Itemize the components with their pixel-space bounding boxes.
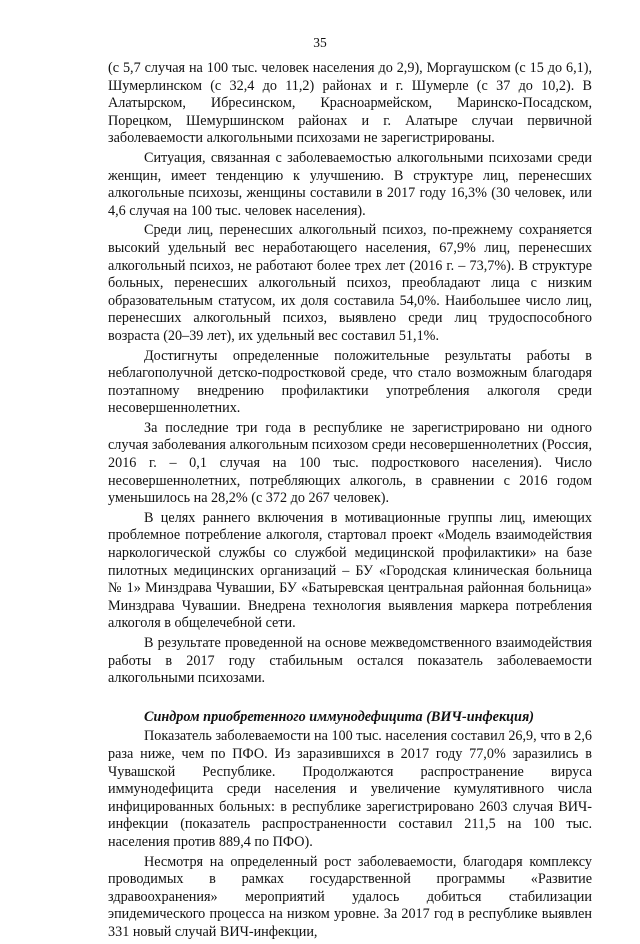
paragraph: В целях раннего включения в мотивационные группы лиц, имеющих проблемное потребление алкоголя, стартовал проект «Модель взаимодействия наркологической службы со службой медицинской профилактики» на базе пилотных медицинских организаций – БУ «Городская клиническая больница № 1» Минздрава Чувашии, БУ «Батыревская центральная районная больница» Минздрава Чувашии. Внедрена технология выявления маркера потребления алкоголя в общелечебной сети. — [108, 509, 592, 632]
paragraph: Среди лиц, перенесших алкогольный психоз, по-прежнему сохраняется высокий удельный вес неработающего населения, 67,9% лиц, перенесших алкогольный психоз, не работают более трех лет (2016 г. – 73,7%). В структуре больных, перенесших алкогольный психоз, преобладают лица с низким образовательным статусом, их доля составила 54,0%. Наибольшее число лиц, перенесших алкогольный психоз, выявлено среди лиц трудоспособного возраста (20–39 лет), их удельный вес составил 51,1%. — [108, 222, 592, 344]
paragraph: Достигнуты определенные положительные результаты работы в неблагополучной детско-подростковой среде, что стало возможным благодаря поэтапному внедрению профилактики употребления алкоголя среди несовершеннолетних. — [108, 347, 592, 417]
paragraph: Ситуация, связанная с заболеваемостью алкогольными психозами среди женщин, имеет тенденцию к улучшению. В структуре лиц, перенесших алкогольные психозы, женщины составили в 2017 году 16,3% (30 человек, или 4,6 случая на 100 тыс. человек населения). — [108, 149, 592, 219]
paragraph: Показатель заболеваемости на 100 тыс. населения составил 26,9, что в 2,6 раза ниже, чем по ПФО. Из заразившихся в 2017 году 77,0% заразились в Чувашской Республике. Продолжаются распространение вируса иммунодефицита среди населения и увеличение кумулятивного числа инфицированных больных: в республике зарегистрировано 2603 случая ВИЧ-инфекции (показатель распространенности составил 211,5 на 100 тыс. населения против 889,4 по ПФО). — [108, 728, 593, 850]
paragraph: Несмотря на определенный рост заболеваемости, благодаря комплексу проводимых в рамках государственной программы «Развитие здравоохранения» мероприятий удалось добиться стабилизации эпидемического процесса на низком уровне. За 2017 год в республике выявлен 331 новый случай ВИЧ-инфекции, — [108, 853, 592, 940]
paragraph: В результате проведенной на основе межведомственного взаимодействия работы в 2017 году стабильным остался показатель заболеваемости алкогольными психозами. — [108, 635, 592, 687]
document-body — [108, 60, 592, 944]
page-number: 35 — [313, 35, 327, 50]
paragraph: За последние три года в республике не зарегистрировано ни одного случая заболевания алкогольным психозом среди несовершеннолетних (Россия, 2016 г. – 0,1 случая на 100 тыс. подросткового населения). Число несовершеннолетних, потребляющих алкоголь, в сравнении с 2016 годом уменьшилось на 28,2% (с 372 до 267 человек). — [108, 419, 592, 507]
section-heading: Синдром приобретенного иммунодефицита (ВИЧ-инфекция) — [144, 708, 534, 725]
paragraph: (с 5,7 случая на 100 тыс. человек населения до 2,9), Моргаушском (с 15 до 6,1), Шумерлинском (с 32,4 до 11,2) районах и г. Шумерле (с 37 до 10,2). В Алатырском, Ибресинском, Красноармейском, Маринско-Посадском, Порецком, Шемуршинском районах и г. Алатыре случаи первичной заболеваемости алкогольными психозами не зарегистрированы. — [108, 60, 592, 147]
